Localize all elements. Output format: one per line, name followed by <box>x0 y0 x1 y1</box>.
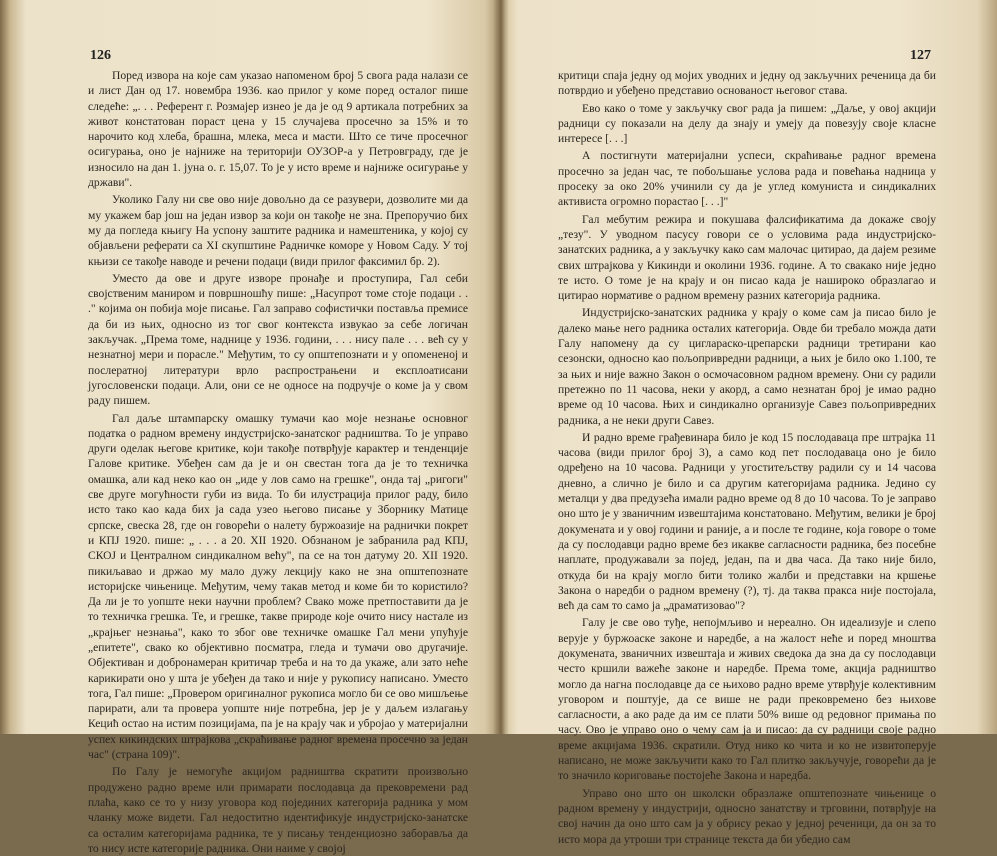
paragraph: И радно време грађевинара било је код 15 послодаваца пре штрајка 11 часова (види прилог број 3), а само код пет послодаваца оно је било одређено на 10 часова. Радници у угоститељству радили су и 14 часова дневно, а слично је било и са другим категоријама радника. Једино су метaлци у два предузећа имали радно време од 8 до 10 часова. То је заправо оно што је у званичним извештајима констатовано. Међутим, велики је број докумената и у овој години и ранијe, а и после те године, која говоре о томе да су послодавци радно време без икакве сагласности радника, без посебне наплате, продужавали за појед, један, па и два часа. Да тако није било, откуда би на крају могло бити толико жалби и представки на кршење Закона о наредби о радном времену (?), тј. да таква пракса није постојала, већ да сам то само ја „драматизовао"? <box>558 430 936 613</box>
paragraph: Ево како о томе у закључку свог рада ја пишем: „Даље, у овој акцији радници су показали на делу да знају и умеју да повезују своје класне интересе [. . .] <box>558 101 936 146</box>
page-body <box>558 68 936 847</box>
right-page <box>500 0 997 846</box>
page-body <box>88 68 468 856</box>
paragraph: Гал даље штампарску омашку тумачи као моје незнање основног податка о радном времену индустријско-занатског радништва. То је управо други оделак његове критике, који такође потврђује карактер и тенденције Галове критике. Убеђен сам да је и он свестан тога да је то техничка омашка, али кад неко као он „иде у лов само на грешке", онда тај „ригоги" све друге могућности губи из вида. То би илустрација прилог раду, било исто тако као када бих ја сада узео његово писање у Зборнику Матице српске, свеска 28, где он говорећи о налету буржоазије на раднички покрет и КПЈ 1920. пише: „ . . . а 20. XII 1920. Обзнаном је забранила рад КПЈ, СКОЈ и Централном синдикалном већу", па се на тон датуму 20. XII 1920. пикиљавао и држао му мало дужу лекцију како не зна општепознате историјске чињенице. Међутим, чему такав метод и коме би то користило? Да ли је то уопште неки научни проблем? Свако може претпоставити да је то техничка грешка. Те, и грешке, такве природе које очито нису настале из „крајњег незнања", како то због ове техничке омашке Гал мени упућује „епитете", свако ко објективно посматра, гледа и тумачи ово другачије. Објективан и добронамеран критичар треба и на то да укаже, али зато неће карикирати оно у шта је убеђен да тако и није у рукопису написано. Уместо тога, Гал пише: „Провером оригиналног рукописа могло би се ово мишљење парирати, али та провера уопште није потребна, јер је у даљем излагању Кецић остао на истим позицијама, па је на крају чак и убројао у материјални успех кикиндских штрајкова „скраћивање радног времена просечно за један час" (страна 109)". <box>88 411 468 762</box>
paragraph: критици спаја једну од мојих уводних и једну од закључних реченица да би потврдио и убеђено представио основаност његовог става. <box>558 69 936 98</box>
paragraph: А постигнути материјални успеси, скраћивање радног времена просечно за један час, те побољшање услова рада и повећања надница у просеку за око 20% учинили су да је углед комуниста и синдикалних активиста огромно порастао [. . .]" <box>558 149 936 209</box>
paragraph: Поред извора на које сам указао напоменом број 5 свога рада налази се и лист Дан од 17. новембра 1936. као прилог у коме поред осталог пише следеће: „. . . Референт г. Розмајер изнео је да је од 9 артикала потребних за живот констатован пораст цена у 15 случајева просечно за 15% и то нарочито код хлеба, брашна, млека, меса и масти. Што се тиче просечног осигурања, оно је најниже на територији ОУЗОР-а у Петровграду, где је износило на дан 1. јуна о. г. 15,07. То је у исто време и најниже осигурање у држави". <box>88 69 468 190</box>
paragraph: Индустријско-занатских радника у крају о коме сам ја писао било је далеко мање него радника осталих категорија. Овде би требало можда дати Галу напомену да су циглараско-црепарски радници третирани као сезонски, односно као пољопривредни радници, а њих је било око 1.100, те за њих и није важно Закон о осмочасовном радном времену. Они су радили претежно по 11 часова, неки у акорд, а само незнатан број је имао радно време од 10 часова. Њих и синдикално организује Савез пољопривредних радника, а не неки други Савез. <box>558 306 936 427</box>
page-number: 127 <box>910 48 931 63</box>
paragraph: По Галу је немогуће акцијом радништва скратити произвољно продужено радно време или примарати послодавца да прековремени рад плаћа, како се то у низу уговора код појединих категорија радника у мом чланку може видети. Гал недоститно идентификује индустријско-занатске са осталим категоријама радника, те у писању тенденциозно заборавља да то нису исте категорије радника. Они наиме у својој <box>88 765 468 855</box>
page-number: 126 <box>90 48 111 63</box>
paragraph: Гал мебутим режира и покушава фалсификатима да докаже своју „тезу". У уводном пасусу говори се о условима рада индустријско-занатских радника, а у закључку како сам малочас цитирао, да дајем резиме свих штрајкова у Кикинди и околини 1936. године. А то свакако није једно те исто. О томе је на крају и он писао када је нашироко образлагао и цитирао нормативе о радном времену разних категорија радника. <box>558 212 936 303</box>
book-gutter <box>493 0 509 734</box>
paragraph: Галу је све ово туђе, непојмљиво и нереално. Он идеализује и слепо верује у буржоаске законе и наредбе, а на жалост неће и поред мноштва докумената, званичних извештаја и живих сведока да зна да су послодавци често кршили важеће законе и наредбе. Према томе, акција радништво могло да нагна послодавце да се њихово радно време утврђује колективним уговором и поштује, да се више не ради прековремено без њихове сагласности, а ако раде да им се плати 50% више од редовног примања по часу. Ово је управо оно о чему сам ја и писао: да су радници своје радно време акцијама 1936. скратили. Отуд нико ко чита и ко не извитоперује написано, не може закључити како то Гал плитко закључује, говорећи да је то значило кориговање постојеће Закона и наредба. <box>558 616 936 783</box>
paragraph: Уместо да ове и друге изворе пронађе и проступира, Гал себи својственим маниром и површношћу пише: „Насупрот томе стоје подаци . . ." којима он побија моје писање. Гал заправо софистички поставља премисе да би из њих, односно из тог свог контекста извукао за себе логичан закључак. „Према томе, наднице у 1936. години, . . . нису пале . . . већ су у незнатној мери и порасле." Међутим, то су општепознати и у опомененој и послератној литератури врло распрострањени и експлоатисани југословенски подаци. Али, они се не односе на подручје о коме ја у свом раду пишем. <box>88 271 468 408</box>
paragraph: Уколико Галу ни све ово није довољно да се разувери, дозволите ми да му укажем бар још на један извор за који он такође не зна. Препоручио бих му да погледа књигу На успону заштите радника и намештеника, у којој су објављени реферати са XI скупштине Радничке коморе у Новом Саду. У тој књизи се такође наводе и речени подаци (види прилог факсимил бр. 2). <box>88 193 468 268</box>
paragraph: Управо оно што он школски образлаже општепознате чињенице о радном времену у индустрији, односно занатству и трговини, потврђује на свој начин да оно што сам ја у обрису рекао у једној реченици, да он за то исто мора да утроши три странице текста да би убедио сам <box>558 786 936 846</box>
